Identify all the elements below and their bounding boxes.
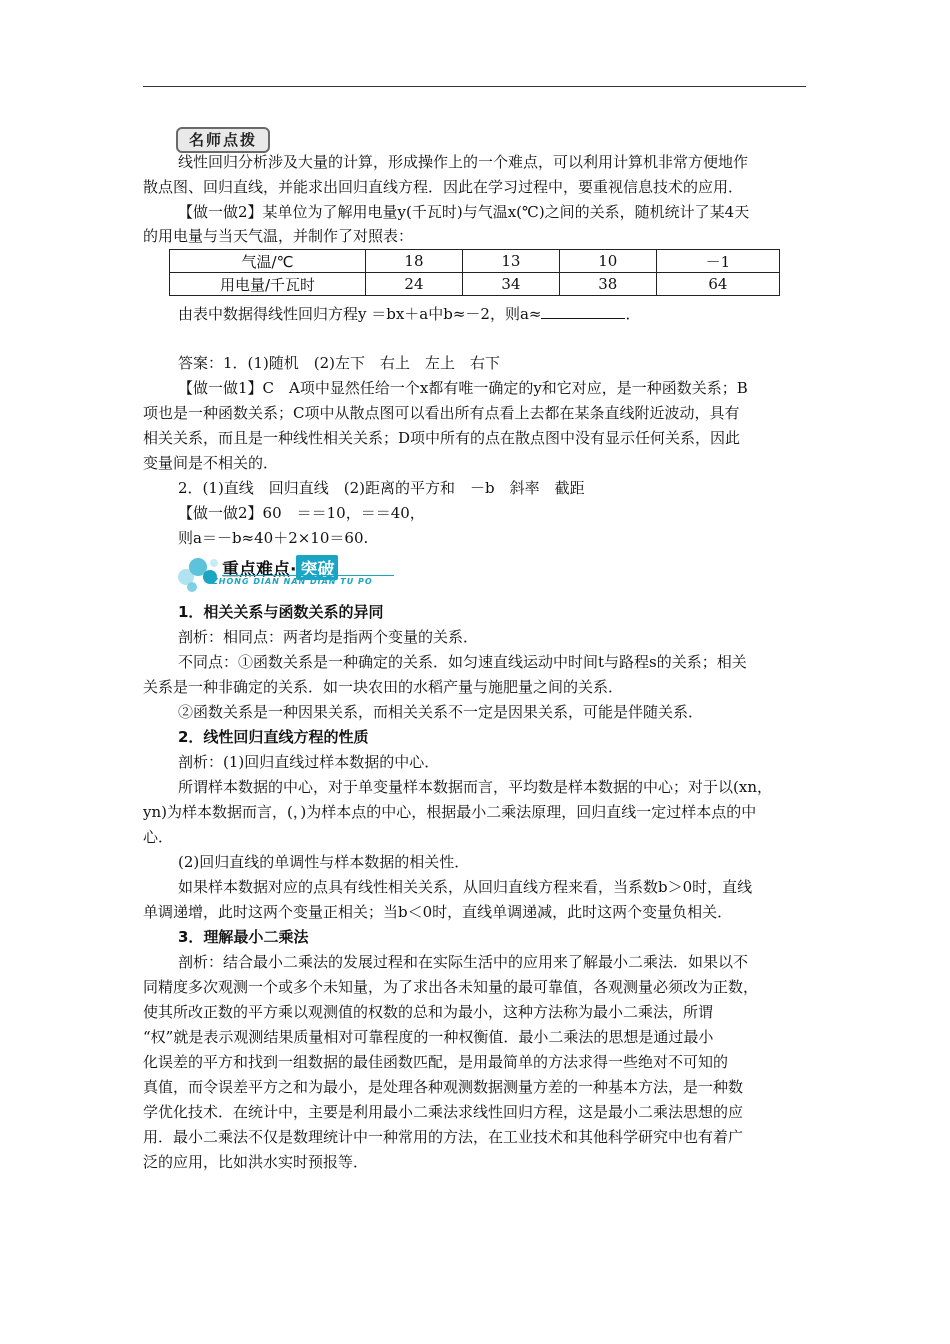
answer-line: 变量间是不相关的． [143, 454, 279, 472]
table-cell: 10 [559, 250, 656, 273]
table-cell: 64 [656, 273, 779, 296]
table-cell: 24 [366, 273, 463, 296]
tip-badge: 名师点拨 [176, 127, 270, 153]
table-header-cell: 气温/℃ [170, 250, 366, 273]
answer-line: 项也是一种函数关系；C项中从散点图可以看出所有点看上去都在某条直线附近波动，具有 [143, 404, 740, 422]
section-1-title: 1．相关关系与函数关系的异同 [178, 603, 384, 621]
exercise-2-line: 【做一做2】某单位为了解用电量y(千瓦时)与气温x(℃)之间的关系，随机统计了某4天 [178, 203, 750, 221]
section-2-line: 如果样本数据对应的点具有线性相关关系，从回归直线方程来看，当系数b＞0时，直线 [178, 878, 753, 896]
table-cell: 13 [462, 250, 559, 273]
section-2-line: yn)为样本数据而言，(，)为样本点的中心，根据最小二乘法原理，回归直线一定过样本点的中 [143, 803, 757, 821]
temperature-power-table [169, 249, 780, 296]
section-3-line: 同精度多次观测一个或多个未知量，为了求出各未知量的最可靠值，各观测量必须改为正数， [143, 978, 759, 996]
section-3-line: 用．最小二乘法不仅是数理统计中一种常用的方法，在工业技术和其他科学研究中也有着广 [143, 1128, 744, 1146]
section-2-line: 剖析：(1)回归直线过样本数据的中心． [178, 753, 440, 771]
section-3-line: 泛的应用，比如洪水实时预报等． [143, 1153, 369, 1171]
tip-paragraph-line: 散点图、回归直线，并能求出回归直线方程．因此在学习过程中，要重视信息技术的应用． [143, 178, 744, 196]
answer-line: 则a＝－b≈40＋2×10＝60. [178, 529, 369, 547]
table-cell: 18 [366, 250, 463, 273]
section-3-line: 使其所改正数的平方乘以观测值的权数的总和为最小，这种方法称为最小二乘法，所谓 [143, 1003, 714, 1021]
banner-title: 重点难点· 突破 [222, 555, 338, 580]
answer-blank [541, 303, 625, 319]
table-cell: 34 [462, 273, 559, 296]
section-3-line: “权”就是表示观测结果质量相对可靠程度的一种权衡值．最小二乘法的思想是通过最小 [143, 1028, 714, 1046]
answer-line: 【做一做1】C A项中显然任给一个x都有唯一确定的y和它对应，是一种函数关系；B [178, 379, 748, 397]
tip-paragraph-line: 线性回归分析涉及大量的计算，形成操作上的一个难点，可以利用计算机非常方便地作 [178, 153, 749, 171]
bubbles-icon [176, 553, 222, 593]
table-row [170, 250, 780, 273]
section-1-line: ②函数关系是一种因果关系，而相关关系不一定是因果关系，可能是伴随关系． [178, 703, 704, 721]
answer-line: 【做一做2】60 ＝＝10，＝＝40， [178, 504, 425, 522]
exercise-2-line: 的用电量与当天气温，并制作了对照表： [143, 227, 414, 245]
table-header-cell: 用电量/千瓦时 [170, 273, 366, 296]
table-cell: 38 [559, 273, 656, 296]
question-end: ． [625, 305, 641, 323]
section-banner [176, 553, 396, 593]
section-1-line: 关系是一种非确定的关系．如一块农田的水稻产量与施肥量之间的关系． [143, 678, 624, 696]
answer-line: 答案：1．(1)随机 (2)左下 右上 左上 右下 [178, 354, 501, 372]
section-2-line: 心． [143, 828, 174, 846]
section-3-line: 真值，而令误差平方之和为最小，是处理各种观测数据测量方差的一种基本方法，是一种数 [143, 1078, 744, 1096]
table-row [170, 273, 780, 296]
section-2-line: 单调递增，此时这两个变量正相关；当b＜0时，直线单调递减，此时这两个变量负相关． [143, 903, 733, 921]
section-2-line: 所谓样本数据的中心，对于单变量样本数据而言，平均数是样本数据的中心；对于以(xn， [178, 778, 772, 796]
table-cell: －1 [656, 250, 779, 273]
answer-line: 2．(1)直线 回归直线 (2)距离的平方和 －b 斜率 截距 [178, 479, 585, 497]
section-3-line: 学优化技术．在统计中，主要是利用最小二乘法求线性回归方程，这是最小二乘法思想的应 [143, 1103, 744, 1121]
section-3-line: 化误差的平方和找到一组数据的最佳函数匹配，是用最简单的方法求得一些绝对不可知的 [143, 1053, 729, 1071]
answer-line: 相关关系，而且是一种线性相关关系；D项中所有的点在散点图中没有显示任何关系，因此 [143, 429, 741, 447]
header-rule [143, 86, 806, 87]
banner-subtitle: ZHONG DIAN NAN DIAN TU PO [212, 577, 373, 586]
section-3-line: 剖析：结合最小二乘法的发展过程和在实际生活中的应用来了解最小二乘法．如果以不 [178, 953, 749, 971]
section-2-title: 2．线性回归直线方程的性质 [178, 728, 369, 746]
question-text: 由表中数据得线性回归方程y ＝bx＋a中b≈－2，则a≈ [178, 305, 542, 323]
section-3-title: 3．理解最小二乘法 [178, 928, 309, 946]
exercise-2-question [178, 303, 641, 324]
section-2-line: (2)回归直线的单调性与样本数据的相关性． [178, 853, 470, 871]
section-1-line: 不同点：①函数关系是一种确定的关系．如匀速直线运动中时间t与路程s的关系；相关 [178, 653, 747, 671]
section-1-line: 剖析：相同点：两者均是指两个变量的关系． [178, 628, 479, 646]
banner-underline [222, 575, 394, 576]
